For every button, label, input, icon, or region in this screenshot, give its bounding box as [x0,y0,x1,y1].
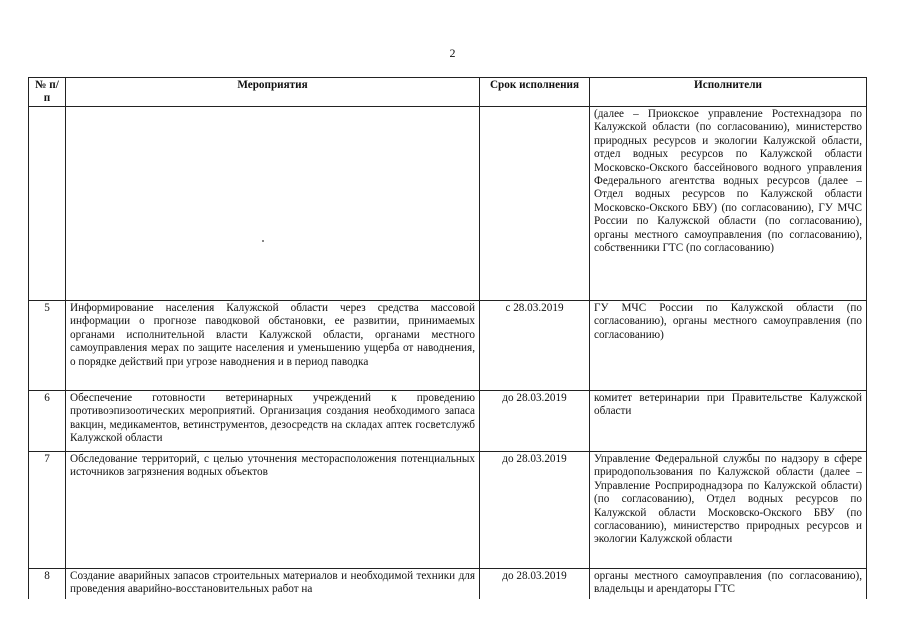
row-event: Создание аварийных запасов строительных материалов и необходимой техники для проведения аварийно-восстановительных работ на [66,569,480,599]
row-number: 5 [29,301,66,391]
row-deadline: до 28.03.2019 [480,391,590,452]
row-deadline: с 28.03.2019 [480,301,590,391]
row-executors: органы местного самоуправления (по согласованию), владельцы и арендаторы ГТС [590,569,867,599]
row-number: 6 [29,391,66,452]
page-number: 2 [449,46,456,60]
row-number: 7 [29,452,66,569]
row-event: Информирование населения Калужской области через средства массовой информации о прогнозе паводковой обстановки, ее развитии, принимаемых органами исполнительной власти Калужской области, органами местного самоуправления мерах по защите населения и уменьшению ущерба от наводнения, о порядке действий при угрозе наводнения и в период паводка [66,301,480,391]
row-deadline: до 28.03.2019 [480,452,590,569]
table-header-row [29,78,867,107]
row-number: 8 [29,569,66,599]
header-deadline: Срок исполнения [480,78,590,107]
table-row [29,569,867,599]
header-number: № п/п [29,78,66,107]
row-executors: Управление Федеральной службы по надзору в сфере природопользования по Калужской области (далее – Управление Росприроднадзора по Калужской области) (по согласованию), Отдел водных ресурсов по Калужской области Московско-Окского БВУ (по согласованию), министерство природных ресурсов и экологии Калужской области [590,452,867,569]
row-deadline: до 28.03.2019 [480,569,590,599]
row-event: Обеспечение готовности ветеринарных учреждений к проведению противоэпизоотических мероприятий. Организация создания необходимого запаса вакцин, медикаментов, ветинструментов, дезосредств на складах аптек госветслужб Калужской области [66,391,480,452]
row-executors: ГУ МЧС России по Калужской области (по согласованию), органы местного самоуправления (по согласованию) [590,301,867,391]
row-event: Обследование территорий, с целью уточнения месторасположения потенциальных источников загрязнения водных объектов [66,452,480,569]
table-row [29,391,867,452]
header-executors: Исполнители [590,78,867,107]
table-row [29,107,867,301]
measures-table [28,77,867,599]
table-row [29,301,867,391]
row-event [66,107,480,301]
row-number [29,107,66,301]
scan-speck [262,240,264,242]
header-event: Мероприятия [66,78,480,107]
row-executors: комитет ветеринарии при Правительстве Калужской области [590,391,867,452]
row-executors: (далее – Приокское управление Ростехнадзора по Калужской области (по согласованию), министерство природных ресурсов и экологии Калужской области, отдел водных ресурсов по Калужской области Московско-Окского бассейнового водного управления Федерального агентства водных ресурсов (далее – Отдел водных ресурсов по Калужской области Московско-Окского БВУ) (по согласованию), ГУ МЧС России по Калужской области (по согласованию), органы местного самоуправления (по согласованию), собственники ГТС (по согласованию) [590,107,867,301]
table-row [29,452,867,569]
row-deadline [480,107,590,301]
